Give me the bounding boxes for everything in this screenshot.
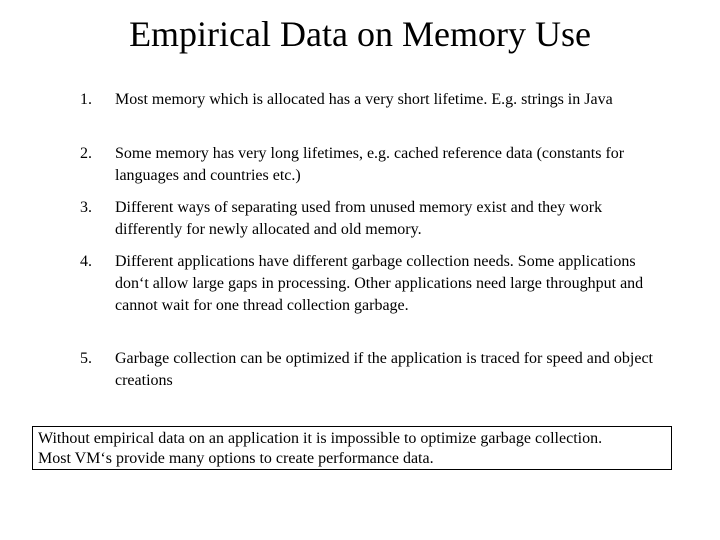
summary-line: Without empirical data on an application it is impossible to optimize garbage collection.: [38, 430, 603, 447]
summary-box: [32, 426, 672, 470]
item-text: Different ways of separating used from unused memory exist and they work differently for newly allocated and old memory.: [115, 199, 603, 238]
item-number: 1.: [80, 91, 92, 108]
item-number: 3.: [80, 199, 92, 216]
item-number: 4.: [80, 253, 92, 270]
slide-title: Empirical Data on Memory Use: [129, 14, 591, 54]
item-number: 2.: [80, 145, 92, 162]
item-number: 5.: [80, 350, 92, 367]
item-text: Some memory has very long lifetimes, e.g. cached reference data (constants for languages and countries etc.): [115, 145, 625, 184]
item-text: Garbage collection can be optimized if the application is traced for speed and object creations: [115, 350, 653, 389]
summary-line: Most VM‘s provide many options to create performance data.: [38, 450, 434, 467]
item-text: Most memory which is allocated has a very short lifetime. E.g. strings in Java: [115, 91, 613, 108]
item-text: Different applications have different garbage collection needs. Some applications don‘t allow large gaps in processing. Other applications need large throughput and cannot wait for one thread collection garbage.: [115, 253, 644, 314]
